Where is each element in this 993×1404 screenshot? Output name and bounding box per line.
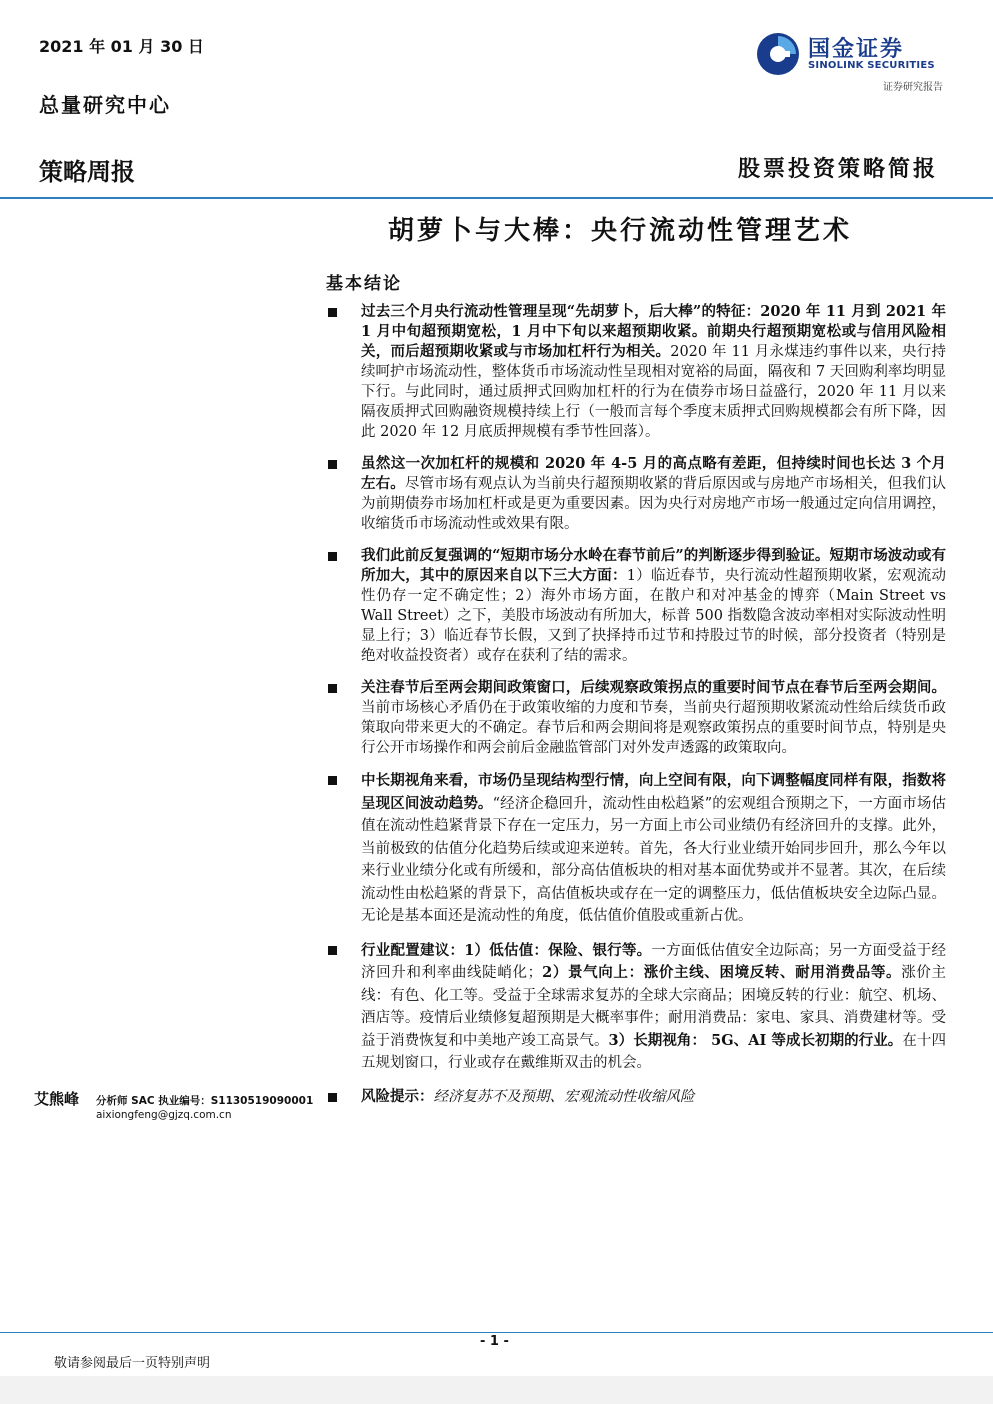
list-item: [326, 770, 946, 928]
company-logo: [756, 30, 946, 76]
footer-divider: [0, 1332, 993, 1333]
risk-text: 经济复苏不及预期、宏观流动性收缩风险: [433, 1088, 695, 1105]
doc-brief: 股票投资策略简报: [737, 156, 938, 182]
bullet-square-icon: [328, 460, 337, 469]
bullet-bold: 中长期视角来看，市场仍呈现结构型行情，向上空间有限，向下调整幅度同样有限，指数将呈现区间波动趋势。: [361, 772, 946, 812]
bullet-bold: 2）景气向上：涨价主线、困境反转、耐用消费品等。: [542, 964, 902, 981]
bullet-text: 当前市场核心矛盾仍在于政策收缩的力度和节奏，当前央行超预期收紧流动性给后续货币政策取向带来更大的不确定。春节后和两会期间将是观察政策拐点的重要时间节点，特别是央行公开市场操作和两会前后金融监管部门对外发声透露的政策取向。: [361, 700, 946, 756]
bullet-square-icon: [328, 1093, 337, 1102]
report-subtag: 证券研究报告: [883, 82, 943, 93]
report-title: 胡萝卜与大棒：央行流动性管理艺术: [388, 216, 853, 246]
page-number: - 1 -: [480, 1334, 509, 1349]
logo-cn-text: 国金证券: [808, 37, 905, 62]
bullet-square-icon: [328, 776, 337, 785]
bullet-text: 涨价主线：有色、化工等。受益于全球需求复苏的全球大宗商品；困境反转的行业：航空、机场、酒店等。疫情后业绩修复超预期是大概率事件；耐用消费品：家电、家具、消费建材等。受益于消费恢复和中美地产竣工高景气。: [361, 965, 946, 1049]
bullet-text: 尽管市场有观点认为当前央行超预期收紧的背后原因或与房地产市场相关，但我们认为前期债券市场加杠杆或是更为重要因素。因为央行对房地产市场一般通过定向信用调控，收缩货币市场流动性或效果有限。: [361, 476, 947, 532]
research-center: 总量研究中心: [39, 93, 171, 117]
footer-band: [0, 1376, 993, 1404]
list-item: [326, 302, 946, 442]
analyst-role: 分析师 SAC 执业编号：S1130519090001: [96, 1095, 314, 1107]
bullet-text: 1）临近春节，央行流动性超预期收紧，宏观流动性仍存一定不确定性；2）海外市场方面，在散户和对冲基金的博弈（Main Street vs Wall Street）之下，美股市场波动有所加大，标普 500 指数隐含波动率相对实际波动性明显上行；3）临近春节长假，又到了抉择持币过节和持股过节的时候，部分投资者（特别是绝对收益投资者）或存在获利了结的需求。: [361, 568, 947, 664]
analyst-email[interactable]: aixiongfeng@gjzq.com.cn: [96, 1109, 232, 1121]
bullet-bold: 虽然这一次加杠杆的规模和 2020 年 4-5 月的高点略有差距，但持续时间也长达 3 个月左右。: [361, 455, 946, 492]
bullet-text: 2020 年 11 月永煤违约事件以来，央行持续呵护市场流动性，整体货币市场流动性呈现相对宽裕的局面，隔夜和 7 天回购利率均明显下行。与此同时，通过质押式回购加杠杆的行为在债券市场日益盛行，2020 年 11 月以来隔夜质押式回购融资规模持续上行（一般而言每个季度末质押式回购规模都会有所下降，因此 2020 年 12 月底质押规模有季节性回落）。: [361, 344, 946, 440]
bullet-text: “经济企稳回升，流动性由松趋紧”的宏观组合预期之下，一方面市场估值在流动性趋紧背景下存在一定压力，另一方面上市公司业绩仍有经济回升的支撑。此外，当前极致的估值分化趋势后续或迎来逆转。首先，各大行业业绩开始同步回升，那么今年以来行业业绩分化或有所缓和，部分高估值板块的相对基本面优势或并不显著。其次，在后续流动性由松趋紧的背景下，高估值板块或存在一定的调整压力，低估值板块安全边际凸显。无论是基本面还是流动性的角度，低估值价值股或重新占优。: [361, 795, 947, 924]
bullet-square-icon: [328, 684, 337, 693]
bullet-bold: 行业配置建议：1）低估值：保险、银行等。: [361, 941, 652, 959]
bullet-bold: 3）长期视角： 5G、AI 等成长初期的行业。: [608, 1031, 903, 1049]
bullet-bold: 关注春节后至两会期间政策窗口，后续观察政策拐点的重要时间节点在春节后至两会期间。: [361, 679, 946, 696]
bullet-square-icon: [328, 308, 337, 317]
list-item: [326, 940, 946, 1075]
header-divider: [0, 197, 993, 199]
bullet-square-icon: [328, 946, 337, 955]
doc-type: 策略周报: [39, 158, 135, 186]
section-heading: 基本结论: [326, 274, 402, 294]
logo-en-text: SINOLINK SECURITIES: [808, 60, 935, 71]
footer-disclaimer: 敬请参阅最后一页特别声明: [54, 1356, 211, 1371]
bullet-bold: 过去三个月央行流动性管理呈现“先胡萝卜，后大棒”的特征：2020 年 11 月到 2021 年 1 月中旬超预期宽松，1 月中下旬以来超预期收紧。前期央行超预期宽松或与信用风险相关，而后超预期收紧或与市场加杠杆行为相关。: [361, 303, 946, 360]
list-item: [326, 1087, 946, 1107]
bullet-text: 在十四五规划窗口，行业或存在戴维斯双击的机会。: [361, 1032, 946, 1071]
bullet-square-icon: [328, 552, 337, 561]
logo-mark-icon: [756, 32, 800, 76]
list-item: [326, 546, 946, 666]
bullet-bold: 我们此前反复强调的“短期市场分水岭在春节前后”的判断逐步得到验证。短期市场波动或有所加大，其中的原因来自以下三大方面：: [361, 547, 946, 584]
list-item: [326, 678, 946, 758]
conclusion-list: [326, 302, 946, 1119]
bullet-bold: 风险提示：: [361, 1087, 434, 1105]
list-item: [326, 454, 946, 534]
analyst-name: 艾熊峰: [34, 1090, 80, 1108]
bullet-text: 一方面低估值安全边际高；另一方面受益于经济回升和利率曲线陡峭化；: [361, 942, 947, 981]
report-date: 2021 年 01 月 30 日: [39, 37, 204, 56]
